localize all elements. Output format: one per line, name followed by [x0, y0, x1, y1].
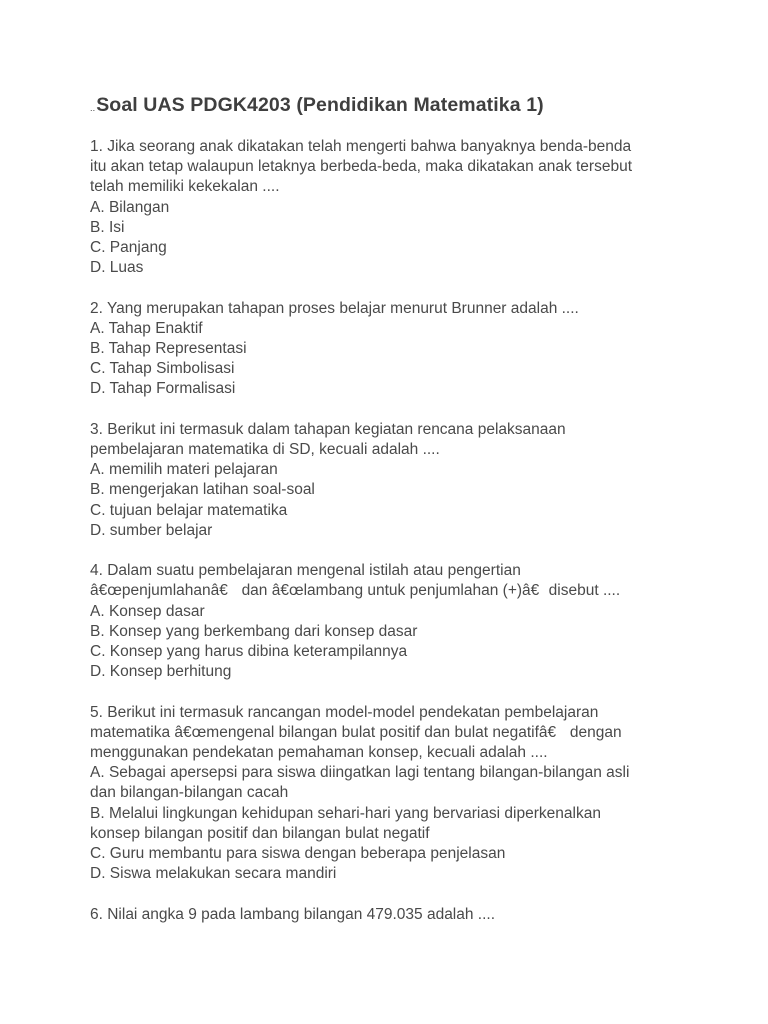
answer-option [90, 339, 690, 359]
question-text-line: â€œpenjumlahanâ€ dan â€œlambang untuk penjumlahan (+)â€disebut .... [90, 582, 621, 600]
answer-option-line: C. Konsep yang harus dibina keterampilannya [90, 643, 408, 661]
answer-option-line: B. Tahap Representasi [90, 340, 247, 358]
question-text-line: itu akan tetap walaupun letaknya berbeda-beda, maka dikatakan anak tersebut [90, 158, 633, 176]
answer-option-line: D. sumber belajar [90, 521, 213, 539]
answer-option [90, 198, 690, 218]
answer-option [90, 622, 690, 642]
question-item [90, 561, 690, 682]
question-text-line: pembelajaran matematika di SD, kecuali adalah .... [90, 441, 440, 459]
question-text-line: menggunakan pendekatan pemahaman konsep, kecuali adalah .... [90, 744, 548, 762]
question-text [90, 703, 690, 764]
answer-option [90, 602, 690, 622]
document-title: Soal UAS PDGK4203 (Pendidikan Matematika 1) [96, 94, 544, 116]
document-title-block [90, 94, 544, 117]
answer-option-line: A. memilih materi pelajaran [90, 461, 278, 479]
question-text-line: 6. Nilai angka 9 pada lambang bilangan 479.035 adalah .... [90, 905, 496, 923]
answer-option [90, 501, 690, 521]
question-text [90, 299, 690, 319]
answer-option-line: C. Tahap Simbolisasi [90, 360, 235, 378]
answer-option-line: B. mengerjakan latihan soal-soal [90, 481, 315, 499]
question-item [90, 137, 690, 278]
answer-option-line: D. Tahap Formalisasi [90, 380, 236, 398]
answer-option-line: C. Guru membantu para siswa dengan beberapa penjelasan [90, 845, 506, 863]
answer-option-line: A. Bilangan [90, 198, 170, 216]
answer-option-line: A. Tahap Enaktif [90, 319, 203, 337]
answer-option-line: D. Siswa melakukan secara mandiri [90, 865, 337, 883]
answer-option [90, 238, 690, 258]
answer-option [90, 804, 690, 844]
question-text-line: matematika â€œmengenal bilangan bulat positif dan bulat negatifâ€ dengan [90, 723, 622, 741]
title-mark: .. [90, 103, 96, 113]
answer-option [90, 359, 690, 379]
question-item [90, 420, 690, 541]
answer-option-line: C. Panjang [90, 239, 167, 257]
question-text-line: 5. Berikut ini termasuk rancangan model-model pendekatan pembelajaran [90, 703, 599, 721]
question-text-line: 1. Jika seorang anak dikatakan telah mengerti bahwa banyaknya benda-benda [90, 138, 632, 155]
answer-option [90, 480, 690, 500]
answer-option [90, 521, 690, 541]
answer-option-line: B. Isi [90, 218, 125, 236]
answer-option [90, 662, 690, 682]
answer-option [90, 642, 690, 662]
answer-option [90, 218, 690, 238]
answer-option-line: dan bilangan-bilangan cacah [90, 784, 289, 802]
answer-option-line: D. Konsep berhitung [90, 663, 232, 681]
question-text-line: telah memiliki kekekalan .... [90, 178, 280, 196]
answer-option [90, 460, 690, 480]
question-list [90, 137, 690, 945]
answer-option-line: D. Luas [90, 259, 144, 277]
answer-option [90, 319, 690, 339]
question-text-line: 3. Berikut ini termasuk dalam tahapan kegiatan rencana pelaksanaan [90, 420, 566, 438]
answer-option-line: B. Melalui lingkungan kehidupan sehari-hari yang bervariasi diperkenalkan [90, 804, 601, 822]
question-item [90, 299, 690, 400]
answer-option-line: C. tujuan belajar matematika [90, 501, 288, 519]
answer-option [90, 844, 690, 864]
answer-option [90, 864, 690, 884]
answer-option [90, 258, 690, 278]
answer-option [90, 763, 690, 803]
question-item [90, 703, 690, 885]
question-text [90, 420, 690, 460]
answer-option [90, 379, 690, 399]
question-text [90, 905, 690, 925]
question-text-line: 2. Yang merupakan tahapan proses belajar menurut Brunner adalah .... [90, 299, 579, 317]
answer-option-line: konsep bilangan positif dan bilangan bulat negatif [90, 824, 430, 842]
question-text [90, 561, 690, 601]
answer-option-line: A. Konsep dasar [90, 602, 205, 620]
question-item [90, 905, 690, 925]
question-text-line: 4. Dalam suatu pembelajaran mengenal istilah atau pengertian [90, 562, 521, 580]
answer-option-line: B. Konsep yang berkembang dari konsep dasar [90, 622, 418, 640]
answer-option-line: A. Sebagai apersepsi para siswa diingatkan lagi tentang bilangan-bilangan asli [90, 764, 630, 782]
question-text [90, 137, 690, 198]
